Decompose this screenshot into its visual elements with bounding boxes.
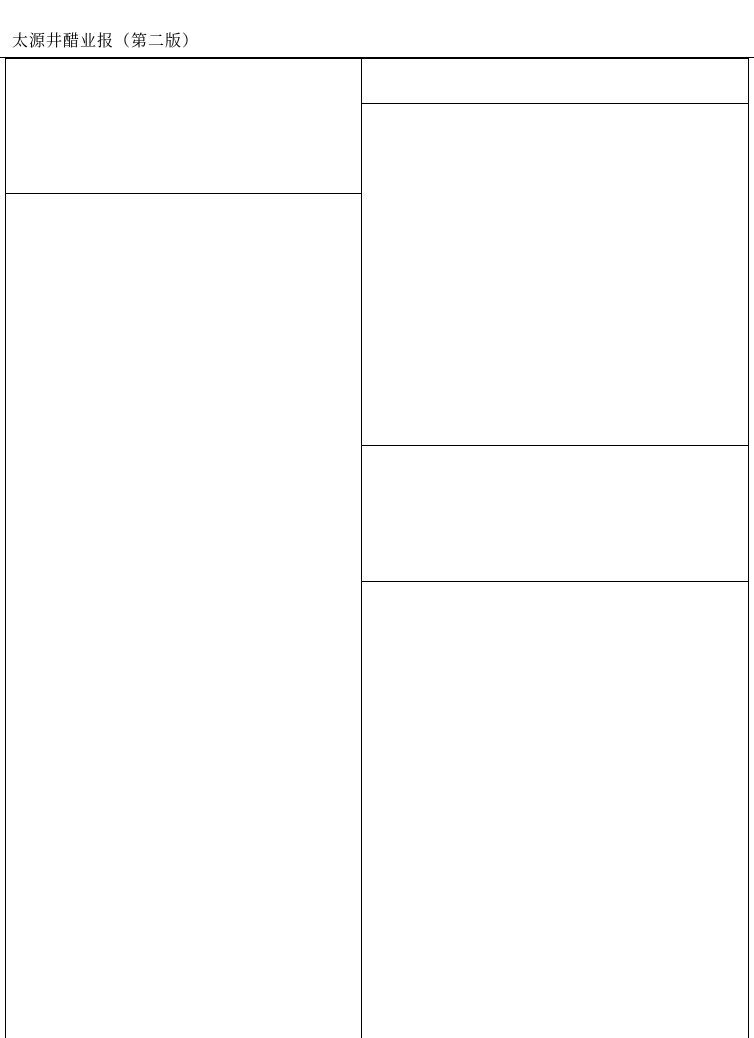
- left-section-divider: [5, 193, 361, 194]
- right-divider-top: [361, 103, 749, 104]
- content-frame: [5, 58, 749, 1038]
- right-divider-bottom: [361, 581, 749, 582]
- newspaper-title: 太源井醋业报（第二版）: [12, 31, 200, 50]
- page-header: [0, 0, 754, 58]
- right-divider-middle: [361, 445, 749, 446]
- column-divider: [361, 58, 362, 1038]
